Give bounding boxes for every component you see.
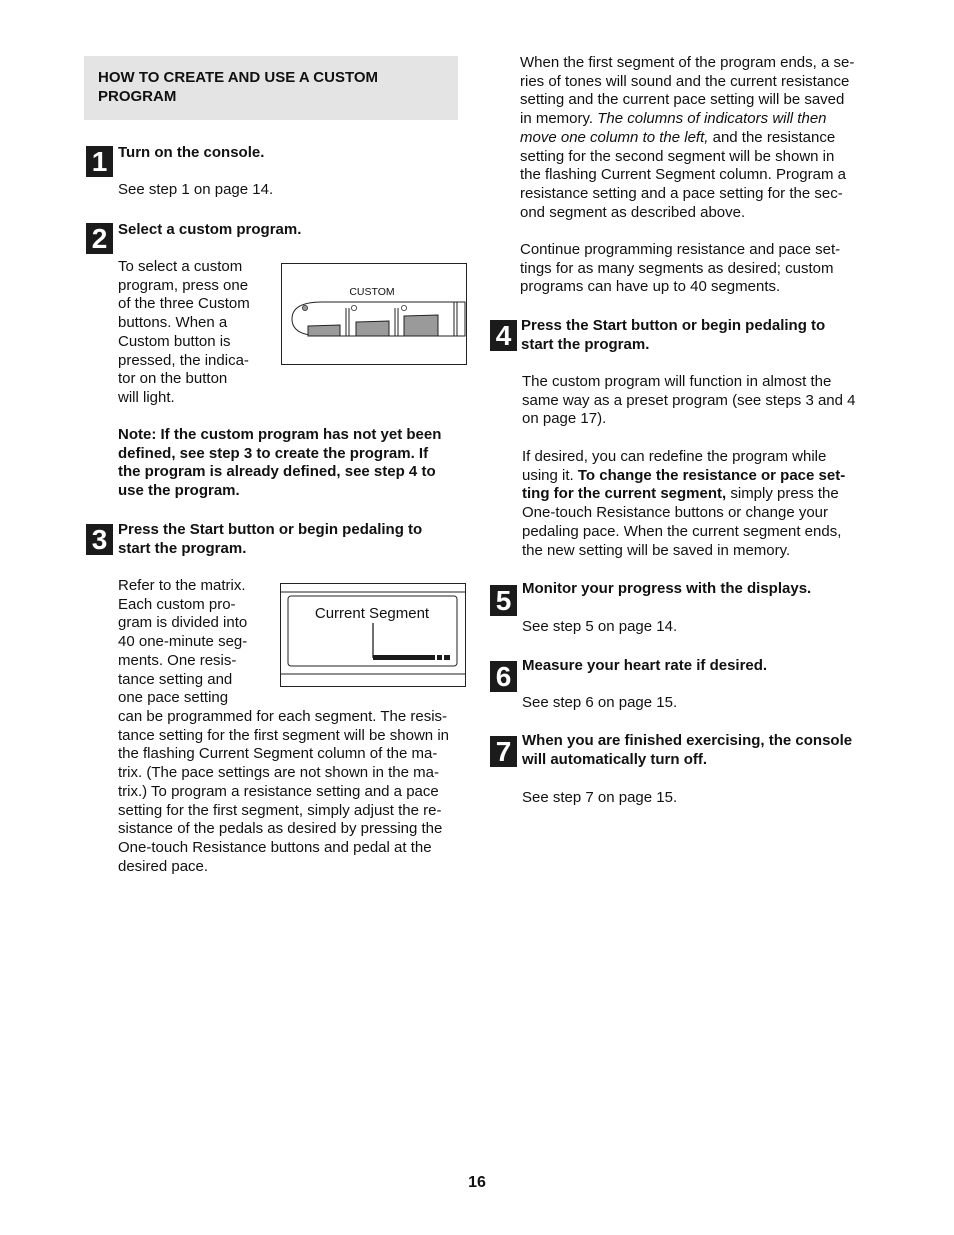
step-4-number: 4 (490, 320, 517, 351)
current-segment-figure (280, 583, 466, 687)
step-4-heading: Press the Start button or begin pedaling to start the program. (521, 317, 826, 353)
step-5-heading: Monitor your progress with the displays. (522, 580, 812, 597)
step-4-paragraph-1: The custom program will function in almost the same way as a preset program (see steps 3 and 4 on page 17). (522, 373, 856, 428)
step-2-note: Note: If the custom program has not yet been defined, see step 3 to create the program. If the program is already defined, see step 4 to use the program. (118, 426, 442, 500)
section-header (84, 56, 458, 120)
step-1-heading: Turn on the console. (118, 144, 265, 161)
step-3-body-wide: can be programmed for each segment. The resis- tance setting for the first segment will be shown in the flashing Current Segment column of the ma- trix. (The pace settings are not shown in the ma- trix.) To program a resistance setting and a pace setting for the first segment, simply adjust the re- sistance of the pedals as desired by pressing the One-touch Resistance buttons and pedal at the desired pace. (118, 708, 449, 875)
step-2-number: 2 (86, 223, 113, 254)
custom-buttons-illustration (282, 264, 466, 364)
right-paragraph-2: Continue programming resistance and pace set- tings for as many segments as desired; custom programs can have up to 40 segments. (520, 241, 841, 296)
step-5-number: 5 (490, 585, 517, 616)
matrix-cell (437, 655, 442, 660)
custom-button-3 (404, 315, 438, 336)
indicator-light-icon (302, 305, 307, 310)
step-5-body: See step 5 on page 14. (522, 618, 678, 635)
matrix-cell (444, 655, 450, 660)
custom-label: CUSTOM (349, 286, 395, 298)
step-6-body: See step 6 on page 15. (522, 694, 678, 711)
custom-buttons-figure (281, 263, 467, 365)
step-3-heading: Press the Start button or begin pedaling to start the program. (118, 521, 423, 557)
right-paragraph-1: When the first segment of the program ends, a se- ries of tones will sound and the current resistance setting and the current pace setting will be saved in memory. The columns of indicators will then move one column to the left, and the resistance setting for the second segment will be shown in the flashing Current Segment column. Program a resistance setting and a pace setting for the sec- ond segment as described above. (520, 54, 855, 221)
step-1-number: 1 (86, 146, 113, 177)
current-segment-label: Current Segment (314, 605, 430, 622)
step-6-number: 6 (490, 661, 517, 692)
step-2-body: To select a custom program, press one of the three Custom buttons. When a Custom button is pressed, the indica- tor on the button will light. (118, 258, 250, 406)
step-7-number: 7 (490, 736, 517, 767)
page-number: 16 (468, 1174, 486, 1191)
step-3-number: 3 (86, 524, 113, 555)
section-title: HOW TO CREATE AND USE A CUSTOM PROGRAM (98, 69, 379, 105)
step-3-body-narrow: Refer to the matrix. Each custom pro- gram is divided into 40 one-minute seg- ments. One resis- tance setting and one pace setting (118, 577, 248, 707)
step-1-body: See step 1 on page 14. (118, 181, 274, 198)
custom-button-1 (308, 325, 340, 336)
indicator-light-icon (351, 305, 356, 310)
step-7-heading: When you are finished exercising, the console will automatically turn off. (522, 732, 853, 768)
step-2-heading: Select a custom program. (118, 221, 302, 238)
matrix-bar (373, 655, 435, 660)
step-7-body: See step 7 on page 15. (522, 789, 678, 806)
step-4-paragraph-2: If desired, you can redefine the program while using it. To change the resistance or pace set- ting for the current segment, simply press the One-touch Resistance buttons or change your pedaling pace. When the current segment ends, the new setting will be saved in memory. (522, 448, 846, 559)
step-6-heading: Measure your heart rate if desired. (522, 657, 768, 674)
indicator-light-icon (401, 305, 406, 310)
matrix-display-illustration (281, 584, 465, 686)
custom-button-2 (356, 321, 389, 336)
